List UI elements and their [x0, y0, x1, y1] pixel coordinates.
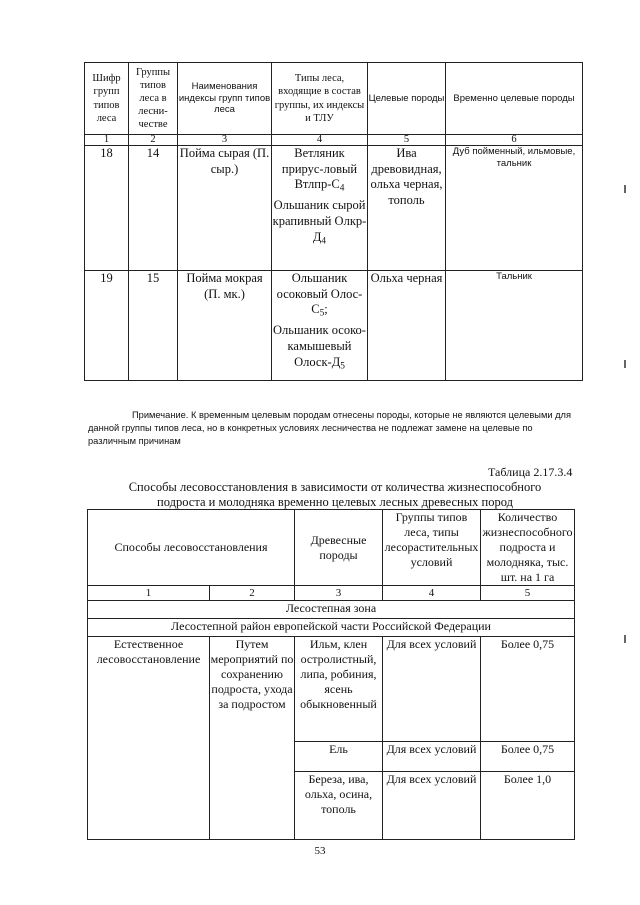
table-row — [85, 271, 583, 381]
row-temp: Дуб пойменный, ильмовые, тальник — [446, 146, 583, 271]
header-target: Целевые породы — [368, 63, 446, 135]
table-number: Таблица 2.17.3.4 — [488, 465, 573, 479]
row-temp: Тальник — [446, 271, 583, 381]
header-methods: Способы лесовосстановления — [88, 510, 295, 586]
colnum: 4 — [272, 135, 368, 146]
colnum: 2 — [210, 586, 295, 601]
table-note: Примечание. К временным целевым породам отнесены породы, которые не являются целевыми для данной группы типов леса, но в конкретных условиях лесничества не подлежат замене на целевые по различным причинам — [88, 410, 572, 446]
page-number: 53 — [314, 845, 326, 857]
row-name: Пойма мокрая (П. мк.) — [178, 271, 272, 381]
region-title: Лесостепной район европейской части Российской Федерации — [88, 619, 575, 637]
header-types: Типы леса, входящие в состав группы, их индексы и ТЛУ — [272, 63, 368, 135]
header-species: Древесные породы — [295, 510, 383, 586]
zone-title: Лесостепная зона — [88, 601, 575, 619]
row-group: 14 — [129, 146, 178, 271]
scan-mark — [624, 185, 626, 193]
method-cell: Естественное лесовосстановление — [88, 637, 210, 840]
scan-mark — [624, 360, 626, 368]
row-target: Ива древовидная, ольха черная, тополь — [368, 146, 446, 271]
scan-mark — [624, 635, 626, 643]
species-cell: Береза, ива, ольха, осина, тополь — [295, 772, 383, 840]
amount-cell: Более 0,75 — [481, 637, 575, 742]
row-group: 15 — [129, 271, 178, 381]
conditions-cell: Для всех условий — [383, 637, 481, 742]
colnum: 3 — [295, 586, 383, 601]
colnum: 6 — [446, 135, 583, 146]
submethod-cell: Путем мероприятий по сохранению подроста, ухода за подростом — [210, 637, 295, 840]
row-types — [272, 271, 368, 381]
table-row — [88, 637, 575, 742]
header-amount: Количество жизнеспособного подроста и молодняка, тыс. шт. на 1 га — [482, 510, 573, 584]
row-code: 19 — [85, 271, 129, 381]
header-conditions: Группы типов леса, типы лесорастительных условий — [383, 510, 481, 586]
forest-type: Ольшаник сырой крапивный Олкр-$Д_4$ — [272, 198, 367, 246]
colnum: 4 — [383, 586, 481, 601]
conditions-cell: Для всех условий — [383, 772, 481, 840]
header-group: Группы типов леса в лесни-честве — [129, 63, 178, 135]
row-name: Пойма сырая (П. сыр.) — [178, 146, 272, 271]
amount-cell: Более 0,75 — [481, 742, 575, 772]
header-temp: Временно целевые породы — [446, 63, 583, 135]
colnum: 5 — [481, 586, 575, 601]
colnum: 5 — [368, 135, 446, 146]
species-cell: Ель — [295, 742, 383, 772]
forest-type: Ольшаник осоковый Олос-$С_5$; — [276, 271, 363, 319]
forest-type: Ветляник прирус-ловый Втлпр-$С_4$ — [281, 146, 358, 194]
amount-cell: Более 1,0 — [481, 772, 575, 840]
conditions-cell: Для всех условий — [383, 742, 481, 772]
forest-groups-table — [84, 62, 583, 381]
table-row — [85, 146, 583, 271]
species-cell: Ильм, клен остролистный, липа, робиния, ясень обыкновенный — [295, 637, 383, 742]
header-code: Шифр групп типов леса — [85, 63, 129, 135]
colnum: 3 — [178, 135, 272, 146]
table-caption: Способы лесовосстановления в зависимости от количества жизнеспособного подроста и молодняка временно целевых лесных древесных пород — [128, 480, 542, 509]
colnum: 2 — [129, 135, 178, 146]
row-target: Ольха черная — [368, 271, 446, 381]
forest-type: Ольшаник осоко-камышевый Олоск-$Д_5$ — [273, 323, 366, 371]
colnum: 1 — [88, 586, 210, 601]
colnum: 1 — [85, 135, 129, 146]
row-code: 18 — [85, 146, 129, 271]
header-name: Наименования индексы групп типов леса — [178, 63, 272, 135]
reforestation-table — [87, 509, 575, 840]
row-types — [272, 146, 368, 271]
